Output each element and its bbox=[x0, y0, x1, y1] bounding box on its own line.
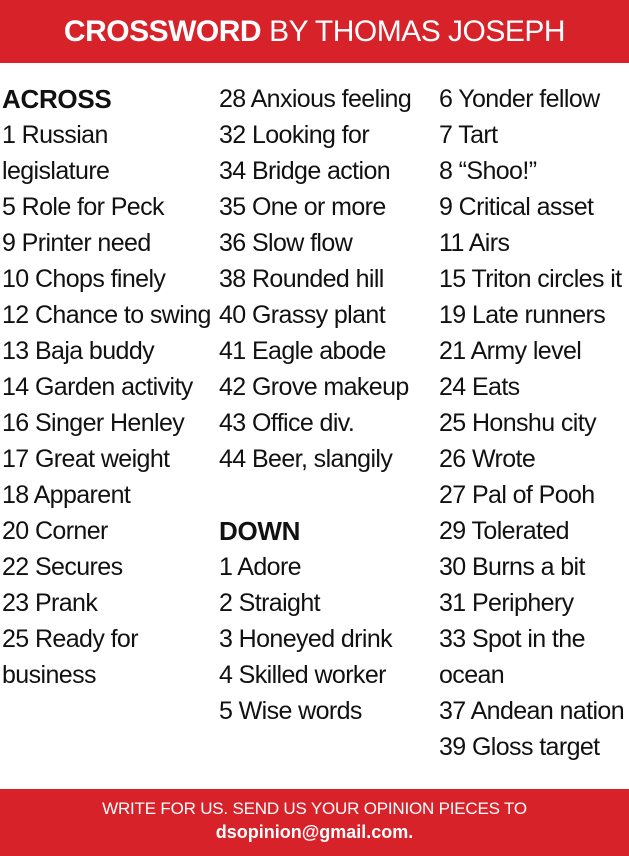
across-clue: 14 Garden activity bbox=[2, 373, 193, 401]
across-clue: 43 Office div. bbox=[219, 409, 355, 437]
footer-call-to-action: WRITE FOR US. SEND US YOUR OPINION PIECES TO bbox=[102, 799, 527, 818]
down-clue: 31 Periphery bbox=[439, 589, 574, 617]
crossword-header bbox=[0, 0, 629, 63]
clue-column-3 bbox=[439, 81, 629, 765]
down-clue: 30 Burns a bit bbox=[439, 553, 585, 581]
across-clue: 12 Chance to swing bbox=[2, 301, 211, 329]
across-clue: 23 Prank bbox=[2, 589, 98, 617]
down-clue: 19 Late runners bbox=[439, 301, 606, 329]
down-clue: 39 Gloss target bbox=[439, 733, 600, 761]
down-clue: 3 Honeyed drink bbox=[219, 625, 393, 653]
across-clue: 40 Grassy plant bbox=[219, 301, 386, 329]
down-clue: 24 Eats bbox=[439, 373, 520, 401]
clue-column-1 bbox=[2, 81, 214, 693]
footer-banner bbox=[0, 789, 629, 856]
across-clue: 38 Rounded hill bbox=[219, 265, 384, 293]
down-clue: 4 Skilled worker bbox=[219, 661, 386, 689]
across-clue: 5 Role for Peck bbox=[2, 193, 164, 221]
across-clue: 13 Baja buddy bbox=[2, 337, 155, 365]
down-clue: 37 Andean nation bbox=[439, 697, 625, 725]
across-clue: 16 Singer Henley bbox=[2, 409, 185, 437]
down-clue: 1 Adore bbox=[219, 553, 301, 581]
across-clue: 20 Corner bbox=[2, 517, 108, 545]
across-clue: 32 Looking for bbox=[219, 121, 370, 149]
section-spacer bbox=[219, 477, 433, 513]
down-clue: 21 Army level bbox=[439, 337, 582, 365]
down-clue: 6 Yonder fellow bbox=[439, 85, 600, 113]
down-clue: 27 Pal of Pooh bbox=[439, 481, 595, 509]
across-clue: 28 Anxious feeling bbox=[219, 85, 412, 113]
across-clue: 41 Eagle abode bbox=[219, 337, 386, 365]
header-title-bold: CROSSWORD bbox=[63, 14, 262, 48]
header-title-byline: BY THOMAS JOSEPH bbox=[269, 14, 566, 48]
across-heading: ACROSS bbox=[2, 84, 112, 114]
across-clue: 36 Slow flow bbox=[219, 229, 353, 257]
down-clue: 29 Tolerated bbox=[439, 517, 569, 545]
down-clue: 25 Honshu city bbox=[439, 409, 596, 437]
across-clue: 17 Great weight bbox=[2, 445, 170, 473]
across-clue: 9 Printer need bbox=[2, 229, 151, 257]
down-clue: 9 Critical asset bbox=[439, 193, 594, 221]
across-clue: 25 Ready for business bbox=[2, 625, 138, 689]
down-clue: 2 Straight bbox=[219, 589, 321, 617]
down-clue: 15 Triton circles it bbox=[439, 265, 622, 293]
down-clue: 26 Wrote bbox=[439, 445, 536, 473]
down-heading: DOWN bbox=[219, 516, 301, 546]
down-clue: 8 “Shoo!” bbox=[439, 157, 537, 185]
clue-column-2 bbox=[219, 81, 433, 729]
across-clue: 22 Secures bbox=[2, 553, 123, 581]
across-clue: 18 Apparent bbox=[2, 481, 131, 509]
across-clue: 35 One or more bbox=[219, 193, 386, 221]
down-clue: 7 Tart bbox=[439, 121, 498, 149]
down-clue: 5 Wise words bbox=[219, 697, 362, 725]
across-clue: 42 Grove makeup bbox=[219, 373, 409, 401]
across-clue: 44 Beer, slangily bbox=[219, 445, 393, 473]
across-clue: 10 Chops finely bbox=[2, 265, 166, 293]
down-clue: 33 Spot in the ocean bbox=[439, 625, 585, 689]
footer-email: dsopinion@gmail.com. bbox=[215, 822, 414, 842]
across-clue: 34 Bridge action bbox=[219, 157, 391, 185]
down-clue: 11 Airs bbox=[439, 229, 510, 257]
across-clue: 1 Russian legislature bbox=[2, 121, 110, 185]
